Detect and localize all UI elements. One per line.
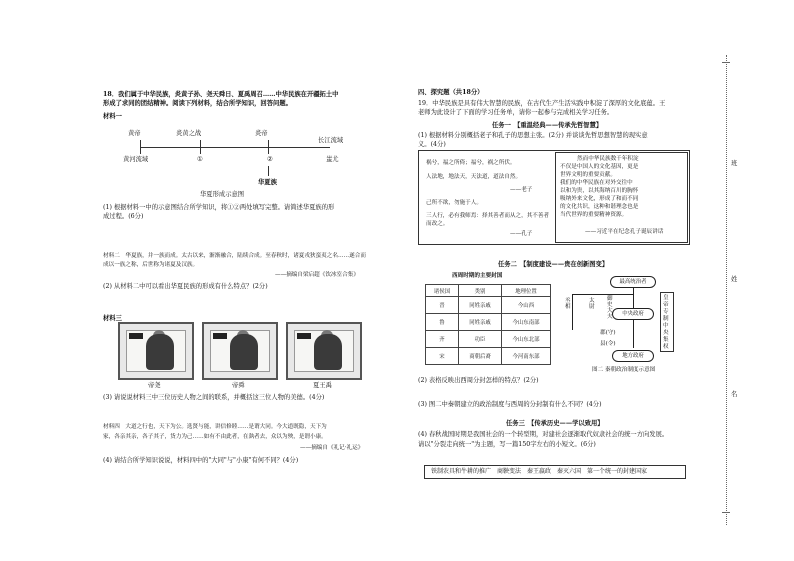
m1-caption: 华夏形成示意图 [200,191,245,198]
table-row [426,314,551,331]
task2-title: 任务二 【制度建设——贵在创新图变】 [498,261,609,268]
diag-bottom: 地方政府 [612,350,654,362]
m1-yangtze: 长江流域 [318,137,344,144]
q18-part1: (1) 根据材料一中的示意图结合所学知识，将①②两处填写完整。请简述华夏族的形 [103,204,335,211]
task3-question: (4) 春秋战国时期是我国社会的一个转型期，对建社会逐渐取代奴隶社会的统一方向发展。 [418,431,669,438]
laozi-source: ——老子 [510,187,533,193]
kongzi-line-2: 三人行，必有我师焉：择其善者而从之，其不善者而改之。 [426,213,550,227]
task2-question-2: (3) 图二中秦朝建立的政治制度与西周的分封制有什么不同？(4分) [418,401,602,408]
diag-line-left [572,294,573,330]
modern-line-5: 以和为贵，以其海纳百川的胸怀 [560,188,639,194]
task1-question: (1) 根据材料分别概括老子和孔子的思想主张。(2分) 并谈谈先哲思想智慧的现实意 [418,132,648,139]
diag-line-top [633,288,634,308]
label-yao: 帝尧 [148,382,161,389]
kongzi-source: ——孔子 [510,231,533,237]
table-cell: 功臣 [459,331,502,348]
label-shun: 帝舜 [232,382,245,389]
diag-top: 最高统治者 [610,276,656,288]
laozi-line-2: 人法地，地法天，天法道，道法自然。 [426,174,522,180]
keywords-box: 铁制农具和牛耕的推广 商鞅变法 秦王嬴政 秦灭六国 第一个统一的封建国家 [424,465,686,479]
portrait-yao [118,322,194,380]
m1-blank-2: ② [267,156,273,163]
task1-title: 任务一 【重温经典——传承先哲智慧】 [492,122,603,129]
m1-hline [140,147,330,148]
table-head-type: 类别 [459,285,502,297]
m1-yellow-river: 黄河流域 [123,156,149,163]
table-cell: 今河南东部 [502,348,551,365]
modern-line-2: 不仅是中国人的文化基因，更是 [560,164,639,170]
q18-part1-cont: 成过程。(6分) [103,213,144,220]
q18-part3: (3) 请说说材料三中三位历史人物之间的联系，并概括这三位人物的美德。(4分) [103,394,325,401]
modern-line-3: 世界文明的重要贡献。 [560,172,616,178]
diag-line-h [572,294,633,295]
modern-line-4: 我们的中华民族在对外交往中 [560,180,633,186]
diag-county: 县(令) [600,341,616,347]
q18-part2: (2) 从材料二中可以看出华夏民族的形成有什么特点？(2分) [103,283,268,290]
table-cell: 宋 [426,348,459,365]
table-cell: 晋 [426,297,459,314]
task2-question-1: (2) 表格反映出西周分封怎样的特点？(2分) [418,377,539,384]
m1-chiyou: 蚩尤 [326,156,339,163]
m1-blank-1: ① [197,156,203,163]
table-row [426,348,551,365]
task3-title: 任务三 【传承历史——学以致用】 [506,420,604,427]
m1-arrow-down [268,166,269,176]
table-cell: 同姓亲戚 [459,314,502,331]
label-yu: 夏王禹 [313,382,332,389]
modern-line-1: 然而中华民族数千年积淀 [577,156,639,162]
margin-name: 名 [731,391,738,398]
table-caption: 西周时期的主要封国 [452,273,503,279]
diag-line-center [633,320,634,348]
table-row [426,297,551,314]
q18-title-cont: 形成了求同的团结精神。阅读下列材料，结合所学知识，回答问题。 [103,100,292,107]
material-2: 材料二 华夏族，并一族而成。太古以来，渐渐融合，陆续合成。至春秋时，诸夏戎狄蛮夷之名……遂合而 [103,253,366,259]
q18-part4: (4) 请结合所学知识说说，材料四中的"大同"与"小康"有何不同？(4分) [103,457,299,464]
laozi-line-1: 祸兮，福之所倚；福兮，祸之所伏。 [426,160,516,166]
diag-taiwei: 太尉 [589,298,595,310]
section-4-title: 四、探究题（共18分） [418,89,484,96]
table-cell: 今山东南部 [502,314,551,331]
m1-battle: 炎黄之战 [176,130,202,137]
diag-chancellor: 丞相 [565,298,571,310]
diag-center: 中央政府 [612,308,654,320]
table-cell: 鲁 [426,314,459,331]
kongzi-line-1: 己所不欲，勿施于人。 [426,200,482,206]
table-cell: 今山西 [502,297,551,314]
material-4-cont: 家，各亲其亲，各子其子，货力为己……如有不由此者，在埶者去，众以为殃，是谓小康。 [103,434,327,440]
modern-line-8: 当代世界的重要精神资源。 [560,212,628,218]
material-3-label: 材料三 [103,315,122,322]
table-cell: 今山东北部 [502,331,551,348]
material-4: 材料四 大道之行也，天下为公。选贤与能，讲信修睦……是谓大同。今大道既隐，天下为 [103,424,327,430]
margin-dotted-line [726,55,727,525]
q19-title: 19．中华民族是具有伟大智慧的民族，在古代生产生活实践中积淀了深厚的文化底蕴。王 [418,100,666,107]
task3-question-cont: 请以"分裂走向统一"为主题，写一篇150字左右的小短文。(6分) [418,441,596,448]
table-cell: 同姓亲戚 [459,297,502,314]
task1-question-cont: 义。(4分) [418,141,446,148]
modern-line-6: 吸纳外来文化，形成了和而不同 [560,196,639,202]
m1-huaxia: 华夏族 [258,179,277,186]
material-1-label: 材料一 [103,113,122,120]
m1-huangdi: 黄帝 [128,130,141,137]
margin-class: 班 [731,160,738,167]
material-2-source: ——摘编自梁启超《饮冰室合集》 [275,272,359,278]
table-head-state: 诸侯国 [426,285,459,297]
modern-source: ——习近平在纪念孔子诞辰讲话 [585,229,664,235]
table-cell: 商朝后裔 [459,348,502,365]
diag-caption: 图二 秦朝政治制度示意图 [592,367,656,373]
m1-yandi: 炎帝 [255,130,268,137]
q18-title: 18．我们属于中华民族，炎黄子孙、尧天舜日、夏禹周召……中华民族在开疆拓土中 [103,91,339,98]
material-4-source: ——摘编自《礼记·礼运》 [300,445,364,451]
modern-line-7: 的文化共识，这种和谐理念也是 [560,204,639,210]
q19-title-cont: 老师为此设计了下面的学习任务单，请你一起参与完成相关学习任务。 [418,109,614,116]
diag-commandery: 郡(守) [600,330,616,336]
margin-tick-bottom [722,512,730,513]
margin-surname: 姓 [731,276,738,283]
diag-side: 皇帝专制中央集权 [663,295,669,350]
material-2-cont: 成以一族之称，后世称为诸夏及汉族。 [103,262,199,268]
diag-yushi: 御史大夫 [607,296,613,320]
portrait-yu [286,322,362,380]
table-row [426,331,551,348]
fief-table [425,284,551,365]
margin-tick-top [722,62,730,63]
table-head-location: 地理位置 [502,285,551,297]
portrait-shun [202,322,278,380]
table-cell: 齐 [426,331,459,348]
